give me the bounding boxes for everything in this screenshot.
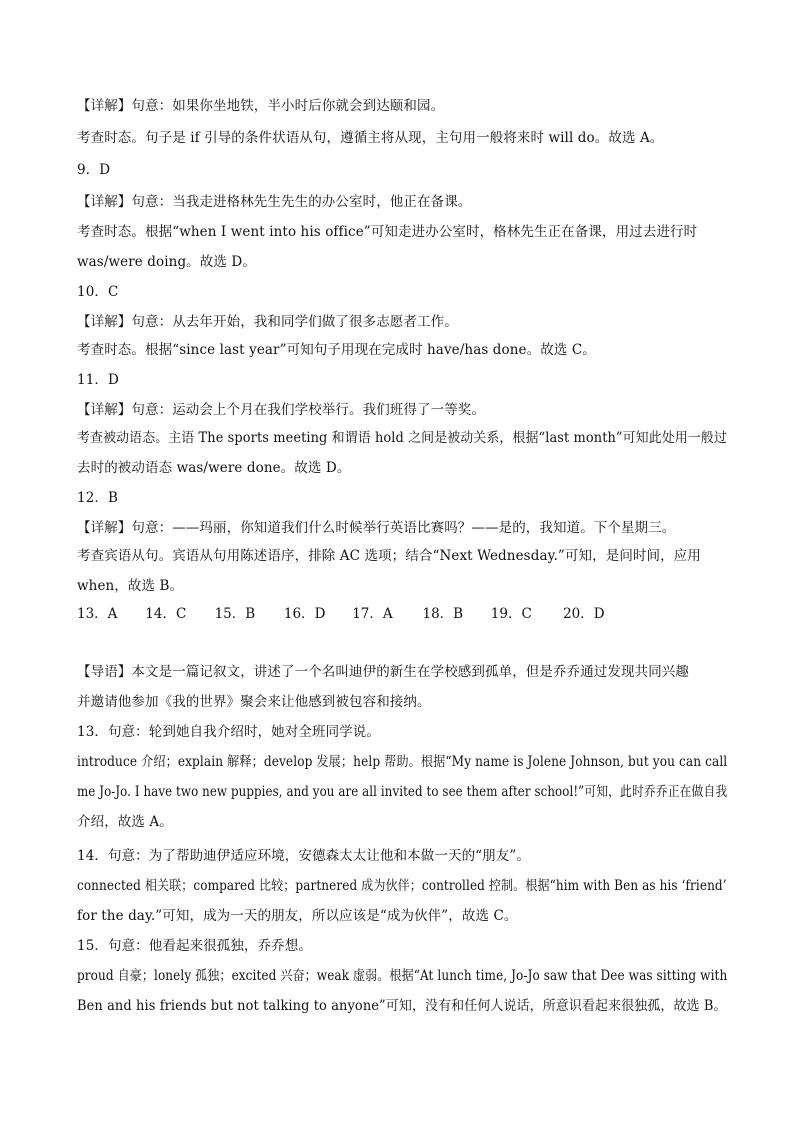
answer-key-row (77, 604, 605, 624)
item-15-analysis-line2: Ben and his friends but not talking to anyone”可知，没有和任何人说话，所意识看起来很独孤，故选 B。 (77, 998, 727, 1014)
answer-20: 20．D (563, 606, 605, 622)
passage-intro-line1: 【导语】本文是一篇记叙文，讲述了一个名叫迪伊的新生在学校感到孤单，但是乔乔通过发现共同兴趣 (77, 664, 689, 680)
item-13-analysis-line2: me Jo-Jo. I have two new puppies, and you are all invited to see them after school!”可知，此时乔乔正在做自我 (77, 784, 728, 800)
passage-intro-line2: 并邀请他参加《我的世界》聚会来让他感到被包容和接纳。 (77, 694, 431, 710)
analysis-9-line2: was/were doing。故选 D。 (77, 254, 256, 270)
item-14-analysis-line1: connected 相关联；compared 比较；partnered 成为伙伴；controlled 控制。根据“him with Ben as his ‘friend’ (77, 878, 727, 894)
item-13-meaning: 13．句意：轮到她自我介绍时，她对全班同学说。 (77, 724, 380, 740)
item-15-analysis-line1: proud 自豪；lonely 孤独；excited 兴奋；weak 虚弱。根据“At lunch time, Jo-Jo saw that Dee was sitting with (77, 968, 728, 984)
answer-11: 11．D (77, 372, 119, 388)
analysis-10: 考查时态。根据“since last year”可知句子用现在完成时 have/has done。故选 C。 (77, 342, 596, 358)
item-14-meaning: 14．句意：为了帮助迪伊适应环境，安德森太太让他和本做一天的“朋友”。 (77, 848, 530, 864)
answer-13: 13．A (77, 606, 118, 622)
analysis-8: 考查时态。句子是 if 引导的条件状语从句，遵循主将从现，主句用一般将来时 will do。故选 A。 (77, 130, 664, 146)
analysis-12-line1: 考查宾语从句。宾语从句用陈述语序，排除 AC 选项；结合“Next Wednesday.”可知，是问时间，应用 (77, 548, 701, 564)
explanation-11: 【详解】句意：运动会上个月在我们学校举行。我们班得了一等奖。 (77, 402, 485, 418)
answer-9: 9．D (77, 162, 111, 178)
answer-16: 16．D (283, 606, 326, 622)
answer-14: 14．C (145, 606, 187, 622)
analysis-9-line1: 考查时态。根据“when I went into his office”可知走进办公室时，格林先生正在备课，用过去进行时 (77, 224, 698, 240)
answer-19: 19．C (490, 606, 532, 622)
item-14-analysis-line2: for the day.”可知，成为一天的朋友，所以应该是“成为伙伴”，故选 C。 (77, 908, 518, 924)
analysis-11-line2: 去时的被动语态 was/were done。故选 D。 (77, 460, 351, 476)
analysis-11-line1: 考查被动语态。主语 The sports meeting 和谓语 hold 之间是被动关系，根据“last month”可知此处用一般过 (77, 430, 727, 446)
item-13-analysis-line1: introduce 介绍；explain 解释；develop 发展；help 帮助。根据“My name is Jolene Johnson, but you can call (77, 754, 728, 770)
explanation-9: 【详解】句意：当我走进格林先生先生的办公室时，他正在备课。 (77, 194, 472, 210)
answer-15: 15．B (214, 606, 256, 622)
analysis-12-line2: when，故选 B。 (77, 578, 184, 594)
item-15-meaning: 15．句意：他看起来很孤独，乔乔想。 (77, 938, 312, 954)
answer-17: 17．A (352, 606, 393, 622)
explanation-8: 【详解】句意：如果你坐地铁，半小时后你就会到达颐和园。 (77, 98, 445, 114)
explanation-10: 【详解】句意：从去年开始，我和同学们做了很多志愿者工作。 (77, 314, 458, 330)
answer-10: 10．C (77, 284, 119, 300)
answer-12: 12．B (77, 490, 118, 506)
explanation-12: 【详解】句意：——玛丽，你知道我们什么时候举行英语比赛吗？——是的，我知道。下个星期三。 (77, 520, 676, 536)
item-13-analysis-line3: 介绍，故选 A。 (77, 814, 173, 830)
answer-18: 18．B (422, 606, 464, 622)
